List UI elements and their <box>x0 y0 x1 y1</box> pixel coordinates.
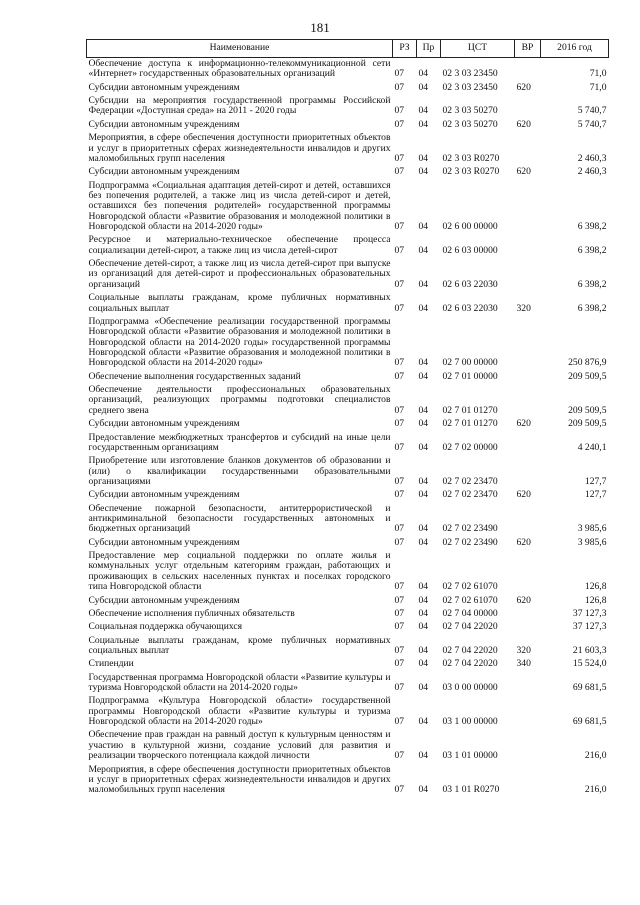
row-vr: 320 <box>516 644 531 656</box>
row-rz: 07 <box>394 784 405 796</box>
row-name: Обеспечение детей-сирот, а также лиц из числа детей-сирот при выпуске из организаций для детей-сирот и профессиональных образовательных организаций <box>88 258 391 290</box>
row-cst: 02 7 04 00000 <box>442 607 498 619</box>
row-vr <box>515 550 541 594</box>
row-vr <box>515 132 541 166</box>
row-name: Приобретение или изготовление бланков документов об образовании и (или) о квалификации государственными образовательными организациями <box>88 455 391 487</box>
row-sum: 216,0 <box>584 750 607 762</box>
row-cst: 03 1 00 00000 <box>442 716 498 728</box>
table-row <box>87 635 609 659</box>
row-sum: 209 509,5 <box>568 418 607 430</box>
row-pr: 04 <box>418 658 429 670</box>
row-pr: 04 <box>418 682 429 694</box>
budget-table <box>86 39 609 798</box>
table-row <box>87 621 609 634</box>
row-sum: 5 740,7 <box>577 118 607 130</box>
table-row <box>87 658 609 671</box>
header-cst: ЦСТ <box>441 40 515 58</box>
row-rz: 07 <box>394 81 405 93</box>
row-vr: 320 <box>516 302 531 314</box>
row-name: Мероприятия, в сфере обеспечения доступности приоритетных объектов и услуг в приоритетных сферах жизнедеятельности инвалидов и других маломобильных групп населения <box>88 132 391 164</box>
row-cst: 02 7 02 61070 <box>442 581 498 593</box>
row-sum: 71,0 <box>589 68 607 80</box>
row-sum: 2 460,3 <box>577 166 607 178</box>
row-pr: 04 <box>418 244 429 256</box>
row-vr <box>515 672 541 696</box>
row-pr: 04 <box>418 152 429 164</box>
row-rz: 07 <box>394 302 405 314</box>
table-row <box>87 595 609 608</box>
table-row <box>87 316 609 371</box>
row-name: Обеспечение выполнения государственных заданий <box>88 370 301 382</box>
table-row <box>87 489 609 502</box>
row-cst: 02 6 03 00000 <box>442 244 498 256</box>
table-row <box>87 292 609 316</box>
row-rz: 07 <box>394 523 405 535</box>
table-row <box>87 537 609 550</box>
row-cst: 03 0 00 00000 <box>442 682 498 694</box>
row-cst: 02 7 01 00000 <box>442 370 498 382</box>
row-name: Обеспечение доступа к информационно-телекоммуникационной сети «Интернет» государственных образовательных организаций <box>88 58 391 80</box>
header-pr: Пр <box>417 40 441 58</box>
row-name: Субсидии автономным учреждениям <box>88 594 240 606</box>
row-cst: 02 7 02 23490 <box>442 523 498 535</box>
row-name: Предоставление межбюджетных трансфертов и субсидий на иные цели государственным организациям <box>88 431 391 453</box>
row-rz: 07 <box>394 658 405 670</box>
table-row <box>87 132 609 166</box>
row-sum: 127,7 <box>584 489 607 501</box>
table-row <box>87 550 609 594</box>
row-vr: 620 <box>516 118 531 130</box>
row-name: Субсидии автономным учреждениям <box>88 166 240 178</box>
row-vr: 620 <box>516 81 531 93</box>
row-rz: 07 <box>394 644 405 656</box>
table-row <box>87 166 609 179</box>
row-pr: 04 <box>418 489 429 501</box>
row-vr <box>515 608 541 621</box>
row-rz: 07 <box>394 152 405 164</box>
row-vr <box>515 729 541 763</box>
row-sum: 127,7 <box>584 475 607 487</box>
row-cst: 02 3 03 50270 <box>442 118 498 130</box>
row-vr: 340 <box>516 658 531 670</box>
row-pr: 04 <box>418 784 429 796</box>
row-name: Социальная поддержка обучающихся <box>88 621 243 633</box>
row-sum: 216,0 <box>584 784 607 796</box>
row-name: Социальные выплаты гражданам, кроме публичных нормативных социальных выплат <box>88 292 391 314</box>
row-rz: 07 <box>394 68 405 80</box>
table-row <box>87 234 609 258</box>
row-vr: 620 <box>516 536 531 548</box>
row-cst: 02 3 03 R0270 <box>442 166 500 178</box>
row-vr: 620 <box>516 418 531 430</box>
row-cst: 02 7 04 22020 <box>442 644 498 656</box>
row-pr: 04 <box>418 441 429 453</box>
row-pr: 04 <box>418 536 429 548</box>
row-sum: 209 509,5 <box>568 370 607 382</box>
row-pr: 04 <box>418 221 429 233</box>
row-cst: 03 1 01 00000 <box>442 750 498 762</box>
row-rz: 07 <box>394 682 405 694</box>
row-rz: 07 <box>394 357 405 369</box>
row-name: Субсидии на мероприятия государственной программы Российской Федерации «Доступная среда» на 2011 - 2020 годы <box>88 95 391 117</box>
row-pr: 04 <box>418 357 429 369</box>
row-vr <box>515 455 541 489</box>
table-row <box>87 371 609 384</box>
row-sum: 6 398,2 <box>577 278 607 290</box>
row-cst: 02 7 02 61070 <box>442 594 498 606</box>
row-vr <box>515 371 541 384</box>
row-name: Субсидии автономным учреждениям <box>88 118 240 130</box>
row-pr: 04 <box>418 750 429 762</box>
table-header <box>87 40 609 58</box>
row-vr <box>515 432 541 456</box>
row-vr <box>515 180 541 235</box>
row-rz: 07 <box>394 278 405 290</box>
row-sum: 15 524,0 <box>572 658 607 670</box>
row-name: Ресурсное и материально-техническое обеспечение процесса социализации детей-сирот, а также лиц из числа детей-сирот <box>88 234 391 256</box>
row-sum: 69 681,5 <box>572 682 607 694</box>
row-rz: 07 <box>394 607 405 619</box>
row-name: Предоставление мер социальной поддержки по оплате жилья и коммунальных услуг отдельным категориям граждан, работающих и проживающих в сельских населенных пунктах и поселках городского типа Новгородской области <box>88 550 391 593</box>
row-vr <box>515 234 541 258</box>
row-cst: 02 7 01 01270 <box>442 418 498 430</box>
row-cst: 02 7 02 23470 <box>442 475 498 487</box>
row-name: Обеспечение прав граждан на равный доступ к культурным ценностям и участию в культурной жизни, создание условий для развития и реализации творческого потенциала каждой личности <box>88 729 391 762</box>
row-pr: 04 <box>418 621 429 633</box>
row-rz: 07 <box>394 594 405 606</box>
row-sum: 3 985,6 <box>577 523 607 535</box>
row-cst: 02 6 00 00000 <box>442 221 498 233</box>
row-name: Подпрограмма «Культура Новгородской области» государственной программы Новгородской области «Развитие культуры и туризма Новгородской области на 2014-2020 годы» <box>88 695 391 728</box>
row-cst: 02 6 03 22030 <box>442 278 498 290</box>
row-cst: 02 3 03 50270 <box>442 105 498 117</box>
row-pr: 04 <box>418 105 429 117</box>
table-row <box>87 695 609 729</box>
row-sum: 69 681,5 <box>572 716 607 728</box>
page-number: 181 <box>310 20 330 35</box>
row-sum: 126,8 <box>584 581 607 593</box>
table-row <box>87 764 609 798</box>
row-cst: 02 7 02 23490 <box>442 536 498 548</box>
row-name: Мероприятия, в сфере обеспечения доступности приоритетных объектов и услуг в приоритетных сферах жизнедеятельности инвалидов и других маломобильных групп населения <box>88 763 391 796</box>
row-pr: 04 <box>418 607 429 619</box>
row-vr <box>515 95 541 119</box>
row-pr: 04 <box>418 475 429 487</box>
row-cst: 02 7 02 23470 <box>442 489 498 501</box>
row-sum: 5 740,7 <box>577 105 607 117</box>
table-row <box>87 503 609 537</box>
table-row <box>87 418 609 431</box>
row-pr: 04 <box>418 81 429 93</box>
row-vr <box>515 316 541 371</box>
table-row <box>87 455 609 489</box>
row-pr: 04 <box>418 644 429 656</box>
row-rz: 07 <box>394 404 405 416</box>
row-sum: 6 398,2 <box>577 221 607 233</box>
table-row <box>87 672 609 696</box>
row-sum: 2 460,3 <box>577 152 607 164</box>
row-rz: 07 <box>394 750 405 762</box>
row-vr <box>515 384 541 418</box>
row-name: Обеспечение пожарной безопасности, антитеррористической и антикриминальной безопасности государственных автономных и бюджетных организаций <box>88 502 391 535</box>
row-rz: 07 <box>394 244 405 256</box>
row-vr <box>515 621 541 634</box>
row-name: Социальные выплаты гражданам, кроме публичных нормативных социальных выплат <box>88 634 391 656</box>
row-name: Государственная программа Новгородской области «Развитие культуры и туризма Новгородской области на 2014-2020 годы» <box>88 671 391 694</box>
row-pr: 04 <box>418 278 429 290</box>
header-row <box>87 40 609 58</box>
row-rz: 07 <box>394 370 405 382</box>
table-row <box>87 119 609 132</box>
row-rz: 07 <box>394 716 405 728</box>
row-sum: 21 603,3 <box>572 644 607 656</box>
row-vr <box>515 58 541 82</box>
table-row <box>87 384 609 418</box>
row-sum: 71,0 <box>589 81 607 93</box>
row-vr: 620 <box>516 594 531 606</box>
header-sum: 2016 год <box>541 40 609 58</box>
row-sum: 126,8 <box>584 594 607 606</box>
row-pr: 04 <box>418 581 429 593</box>
row-pr: 04 <box>418 594 429 606</box>
row-rz: 07 <box>394 166 405 178</box>
table-row <box>87 729 609 763</box>
row-cst: 02 7 02 00000 <box>442 441 498 453</box>
row-vr <box>515 258 541 292</box>
row-sum: 4 240,1 <box>577 441 607 453</box>
row-sum: 250 876,9 <box>568 357 607 369</box>
row-vr <box>515 764 541 798</box>
table-row <box>87 58 609 82</box>
row-rz: 07 <box>394 581 405 593</box>
row-rz: 07 <box>394 536 405 548</box>
row-sum: 3 985,6 <box>577 536 607 548</box>
table-row <box>87 432 609 456</box>
header-vr: ВР <box>515 40 541 58</box>
row-pr: 04 <box>418 418 429 430</box>
row-sum: 37 127,3 <box>572 621 607 633</box>
row-sum: 209 509,5 <box>568 404 607 416</box>
table-row <box>87 258 609 292</box>
row-name: Обеспечение исполнения публичных обязательств <box>88 607 295 619</box>
row-pr: 04 <box>418 302 429 314</box>
row-pr: 04 <box>418 716 429 728</box>
row-vr: 620 <box>516 166 531 178</box>
header-rz: РЗ <box>393 40 417 58</box>
table-row <box>87 608 609 621</box>
row-pr: 04 <box>418 118 429 130</box>
row-rz: 07 <box>394 489 405 501</box>
row-rz: 07 <box>394 441 405 453</box>
row-name: Стипендии <box>88 658 134 670</box>
row-name: Подпрограмма «Обеспечение реализации государственной программы Новгородской области «Развитие образования и молодежной политики в Новгородской области на 2014-2020 годы» государственной программы Новгородской области «Развитие образования и молодежной политики в Новгородской области на 2014-2020 годы» <box>88 315 391 369</box>
row-cst: 02 7 01 01270 <box>442 404 498 416</box>
row-vr: 620 <box>516 489 531 501</box>
row-rz: 07 <box>394 221 405 233</box>
row-name: Обеспечение деятельности профессиональных образовательных организаций, реализующих программы подготовки специалистов среднего звена <box>88 384 391 416</box>
row-cst: 02 7 04 22020 <box>442 621 498 633</box>
row-cst: 02 6 03 22030 <box>442 302 498 314</box>
row-cst: 02 7 04 22020 <box>442 658 498 670</box>
row-pr: 04 <box>418 166 429 178</box>
row-sum: 6 398,2 <box>577 244 607 256</box>
row-name: Субсидии автономным учреждениям <box>88 536 240 548</box>
row-pr: 04 <box>418 404 429 416</box>
row-cst: 02 7 00 00000 <box>442 357 498 369</box>
table-row <box>87 95 609 119</box>
row-rz: 07 <box>394 621 405 633</box>
row-pr: 04 <box>418 523 429 535</box>
row-rz: 07 <box>394 105 405 117</box>
row-rz: 07 <box>394 418 405 430</box>
row-cst: 02 3 03 23450 <box>442 68 498 80</box>
table-body <box>87 58 609 798</box>
row-rz: 07 <box>394 475 405 487</box>
table-row <box>87 180 609 235</box>
header-name: Наименование <box>87 40 393 58</box>
row-name: Субсидии автономным учреждениям <box>88 81 240 93</box>
row-cst: 02 3 03 23450 <box>442 81 498 93</box>
row-sum: 37 127,3 <box>572 607 607 619</box>
row-pr: 04 <box>418 68 429 80</box>
row-vr <box>515 503 541 537</box>
row-cst: 02 3 03 R0270 <box>442 152 500 164</box>
row-name: Субсидии автономным учреждениям <box>88 418 240 430</box>
row-name: Подпрограмма «Социальная адаптация детей-сирот и детей, оставшихся без попечения родителей, а также лиц из числа детей-сирот и детей, оставшихся без попечения родителей» государственной программы Новгородской области «Развитие образования и молодежной политики в Новгородской области на 2014-2020 годы» <box>88 179 391 233</box>
row-rz: 07 <box>394 118 405 130</box>
row-pr: 04 <box>418 370 429 382</box>
table-row <box>87 82 609 95</box>
row-cst: 03 1 01 R0270 <box>442 784 500 796</box>
row-sum: 6 398,2 <box>577 302 607 314</box>
row-name: Субсидии автономным учреждениям <box>88 489 240 501</box>
row-vr <box>515 695 541 729</box>
